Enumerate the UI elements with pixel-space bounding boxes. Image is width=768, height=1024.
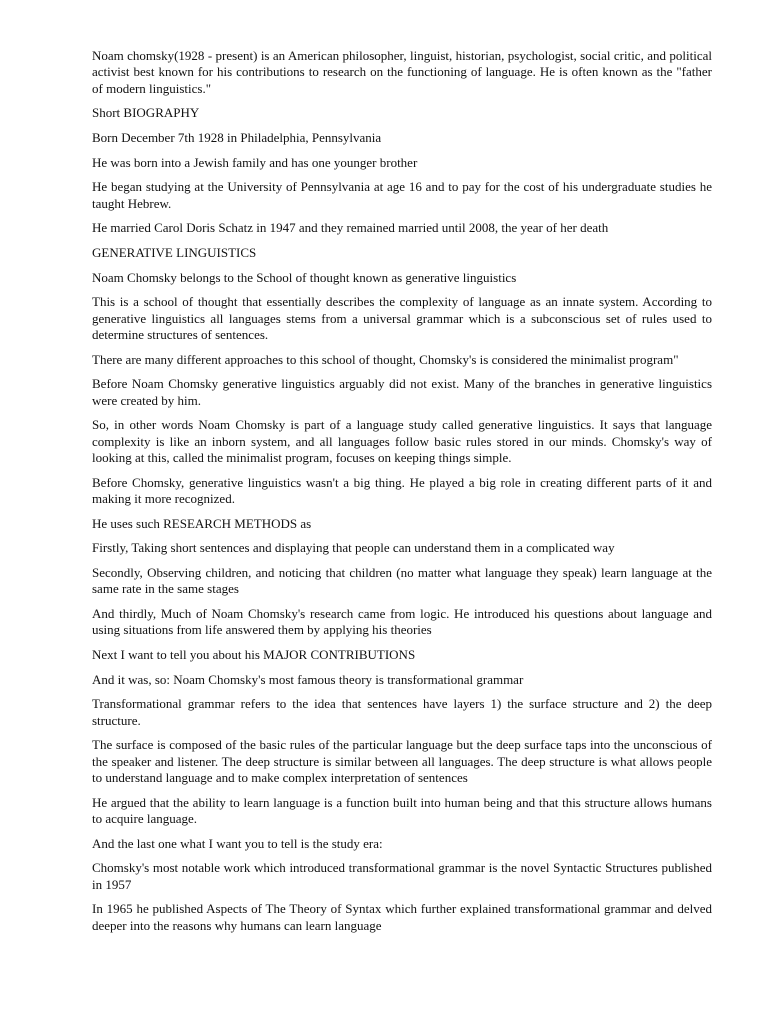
contribution-structure: The surface is composed of the basic rules of the particular language but the deep surface taps into the unconscious of the speaker and listener. The deep structure is similar between all languages. The deep structure is what allows people to understand language and to make complex interpretation of sentences [92, 737, 712, 785]
section-heading-generative-linguistics: GENERATIVE LINGUISTICS [92, 245, 257, 261]
contribution-ability: He argued that the ability to learn language is a function built into human being and that this structure allows humans to acquire language. [92, 794, 712, 826]
contribution-layers: Transformational grammar refers to the idea that sentences have layers 1) the surface structure and 2) the deep structure. [92, 696, 712, 728]
generative-description: This is a school of thought that essentially describes the complexity of language as an innate system. According to generative linguistics all languages stems from a universal grammar which is a subconscious set of rules used to determine structures of sentences. [92, 294, 712, 342]
research-method-second: Secondly, Observing children, and noticing that children (no matter what language they speak) learn language at the same rate in the same stages [92, 564, 712, 597]
section-heading-major-contributions: Next I want to tell you about his MAJOR CONTRIBUTIONS [92, 646, 416, 662]
study-era-1957: Chomsky's most notable work which introduced transformational grammar is the novel Syntactic Structures published in 1957 [92, 860, 712, 892]
biography-marriage: He married Carol Doris Schatz in 1947 and they remained married until 2008, the year of her death [92, 220, 609, 236]
generative-role: Before Chomsky, generative linguistics wasn't a big thing. He played a big role in creating different parts of it and making it more recognized. [92, 474, 712, 506]
intro-paragraph: Noam chomsky(1928 - present) is an American philosopher, linguist, historian, psychologist, social critic, and political activist best known for his contributions to research on the functioning of language. He is often known as the "father of modern linguistics." [92, 48, 712, 96]
generative-school: Noam Chomsky belongs to the School of thought known as generative linguistics [92, 269, 517, 285]
section-heading-study-era: And the last one what I want you to tell is the study era: [92, 835, 383, 851]
generative-origin: Before Noam Chomsky generative linguistics arguably did not exist. Many of the branches in generative linguistics were created by him. [92, 376, 712, 408]
research-method-first: Firstly, Taking short sentences and displaying that people can understand them in a complicated way [92, 540, 615, 556]
biography-family: He was born into a Jewish family and has one younger brother [92, 154, 418, 170]
biography-birth: Born December 7th 1928 in Philadelphia, Pennsylvania [92, 129, 382, 145]
generative-approaches: There are many different approaches to this school of thought, Chomsky's is considered the minimalist program" [92, 351, 679, 367]
document-page [92, 48, 712, 942]
study-era-1965: In 1965 he published Aspects of The Theory of Syntax which further explained transformational grammar and delved deeper into the reasons why humans can learn language [92, 901, 712, 933]
section-heading-biography: Short BIOGRAPHY [92, 105, 200, 121]
generative-summary: So, in other words Noam Chomsky is part of a language study called generative linguistics. It says that language complexity is like an inborn system, and all languages follow basic rules stored in our minds. Chomsky's way of looking at this, called the minimalist program, focuses on keeping things simple. [92, 417, 712, 465]
contribution-theory: And it was, so: Noam Chomsky's most famous theory is transformational grammar [92, 671, 524, 687]
biography-education: He began studying at the University of Pennsylvania at age 16 and to pay for the cost of his undergraduate studies he taught Hebrew. [92, 179, 712, 211]
research-method-third: And thirdly, Much of Noam Chomsky's research came from logic. He introduced his questions about language and using situations from life answered them by applying his theories [92, 605, 712, 638]
section-heading-research-methods: He uses such RESEARCH METHODS as [92, 515, 312, 531]
